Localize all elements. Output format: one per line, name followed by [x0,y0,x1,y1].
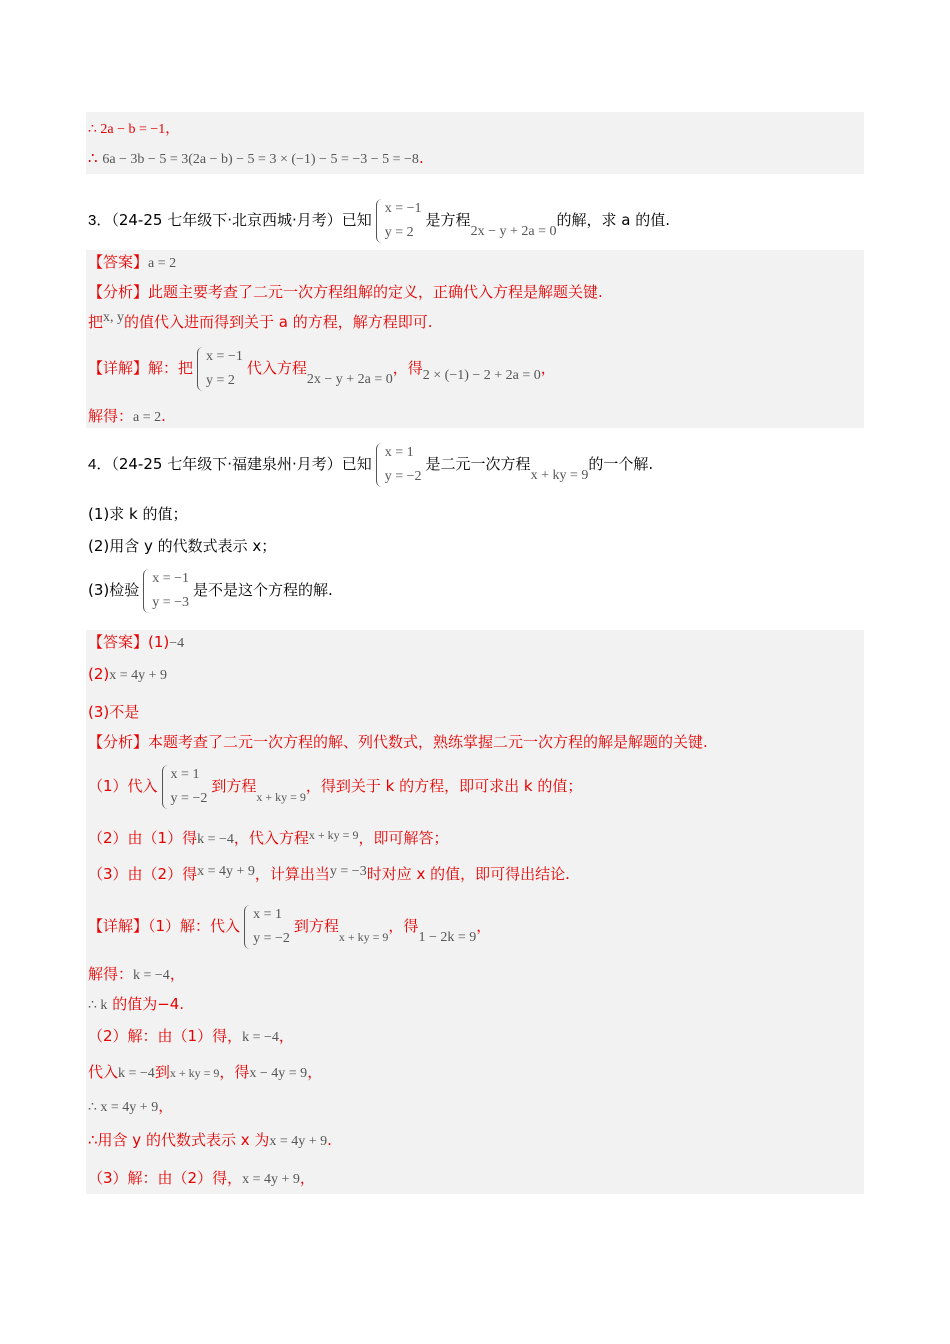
solution-block-4: 【答案】(1)−4 (2)x = 4y + 9 (3)不是 【分析】本题考查了二元一次方程的解、列代数式，熟练掌握二元一次方程的解是解题的关键. （1）代入 x = 1 y = −2 到方程$_{x + ky = 9}$，得到关于 k 的方程，即可求出 k 的值； （2）由（1）得k = −4，代入方程$^{x + ky = 9}$，即可解答； （3）由（2）得x = 4y + 9，计算出当y = −3时对应 x 的值，即可得出结论. 【详解】（1）解：代入 x = 1 y = −2 到方程$_{x + ky = 9}$，得1 − 2k = 9， 解得：k = −4， ∴ k 的值为−4. （2）解：由（1）得，k = −4， 代入k = −4到x + ky = 9，得x − 4y = 9， ∴ x = 4y + 9， ∴用含 y 的代数式表示 x 为x = 4y + 9. （3）解：由（2）得，x = 4y + 9， [86,630,864,1194]
analysis-3-text: 此题主要考查了二元一次方程组解的定义，正确代入方程是解题关键. [148,283,603,301]
analysis-4-text: 本题考查了二元一次方程的解、列代数式，熟练掌握二元一次方程的解是解题的关键. [148,733,708,751]
question-4-equation: x + ky = 9 [530,468,589,483]
detail-3-system: x = −1 y = 2 [197,345,243,393]
prev-line-1: ∴ 2a − b = −1， [88,122,180,137]
question-3-system: x = −1 y = 2 [376,197,422,245]
question-4-source: （24-25 七年级下·福建泉州·月考）已知 [111,455,372,473]
solution-block-3: 【答案】a = 2 【分析】此题主要考查了二元一次方程组解的定义，正确代入方程是解题关键. 把x, y的值代入进而得到关于 a 的方程，解方程即可. 【详解】解：把 x = −1 y = 2 代入方程2x − y + 2a = 0，得2 × (−1) − 2 + 2a = 0， 解得：a = 2. [86,250,864,428]
solution-block-prev: ∴ 2a − b = −1， ∴ 6a − 3b − 5 = 3(2a − b) − 5 = 3 × (−1) − 5 = −3 − 5 = −8. [86,112,864,174]
detail-label: 【详解】 [88,917,149,935]
analysis-label: 【分析】 [88,733,149,751]
question-4-part-2: (2)用含 y 的代数式表示 x； [88,537,277,555]
question-3-source: （24-25 七年级下·北京西城·月考）已知 [111,211,372,229]
question-3-equation: 2x − y + 2a = 0 [470,224,557,239]
therefore-symbol: ∴ [88,149,103,167]
analysis-label: 【分析】 [88,283,149,301]
answer-label: 【答案】 [88,633,149,651]
answer-4-part-3: (3)不是 [88,703,140,721]
question-4-part-1: (1)求 k 的值； [88,505,188,523]
question-4-part-3: (3)检验 x = −1 y = −3 是不是这个方程的解. [88,566,333,615]
answer-3-value: a = 2 [148,256,177,271]
question-4: 4．（24-25 七年级下·福建泉州·月考）已知 x = 1 y = −2 是二元一次方程x + ky = 9的一个解. [88,440,653,490]
prev-line-2-math: 6a − 3b − 5 = 3(2a − b) − 5 = 3 × (−1) − 5 = −3 − 5 = −8 [102,152,419,167]
answer-label: 【答案】 [88,253,149,271]
detail-label: 【详解】 [88,359,149,377]
question-4-system: x = 1 y = −2 [376,441,422,489]
question-3: 3．（24-25 七年级下·北京西城·月考）已知 x = −1 y = 2 是方程2x − y + 2a = 0的解，求 a 的值. [88,196,670,246]
